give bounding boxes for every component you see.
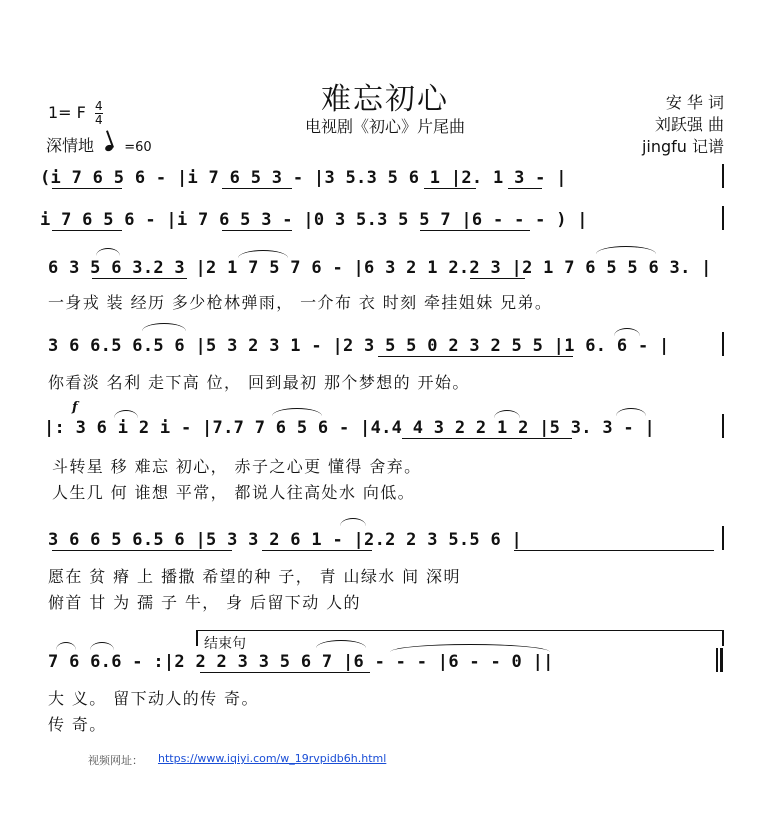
composer-credit: 刘跃强 曲 (654, 115, 724, 134)
beam (514, 550, 714, 551)
time-bottom: 4 (94, 113, 103, 127)
song-title: 难忘初心 (321, 82, 449, 117)
beam (378, 356, 573, 357)
staff-line-4: 3 6 6.5 6.5 6 |5 3 2 3 1 - |2 3 5 5 0 2 3 2 5 5 |1 6. 6 - | (48, 336, 670, 356)
final-barline (716, 648, 718, 672)
ending-bracket-edge (722, 630, 724, 646)
beam (424, 188, 476, 189)
tempo-value: =60 (124, 140, 152, 155)
triplet-slur (238, 250, 288, 258)
beam (52, 550, 232, 551)
slur (616, 408, 646, 416)
slur (96, 248, 120, 256)
beam (508, 188, 542, 189)
barline (722, 206, 724, 230)
tie (390, 644, 550, 652)
beam (262, 550, 372, 551)
lyric-line-5a: 斗转星 移 难忘 初心， 赤子之心更 懂得 舍弃。 (52, 457, 422, 476)
time-signature (95, 100, 103, 127)
ending-bracket-edge (196, 630, 198, 646)
slur (90, 642, 114, 650)
beam (52, 188, 122, 189)
slur (316, 640, 366, 648)
slur (142, 323, 186, 331)
key-signature (48, 100, 103, 127)
beam (52, 230, 122, 231)
staff-line-1: (i 7 6 5 6 - |i 7 6 5 3 - |3 5.3 5 6 1 |2. 1 3 - | (40, 168, 567, 188)
staff-line-5: |: 3 6 i 2 i - |7.7 7 6 5 6 - |4.4 4 3 2 2 1 2 |5 3. 3 - | (44, 418, 656, 438)
lyric-line-3: 一身戎 装 经历 多少枪林弹雨， 一介布 衣 时刻 牵挂姐妹 兄弟。 (48, 293, 553, 312)
ending-bracket (196, 630, 722, 631)
beam (222, 188, 292, 189)
slur (114, 410, 138, 418)
triplet-slur (596, 246, 656, 254)
video-url-label: 视频网址： (88, 754, 143, 767)
beam (420, 230, 530, 231)
barline (722, 526, 724, 550)
lyric-line-6a: 愿在 贫 瘠 上 播撒 希望的种 子， 青 山绿水 间 深明 (48, 567, 461, 586)
lyric-line-5b: 人生几 何 谁想 平常， 都说人往高处水 向低。 (52, 483, 416, 502)
beam (470, 278, 525, 279)
slur (340, 518, 366, 526)
beam (402, 438, 572, 439)
staff-line-6: 3 6 6 5 6.5 6 |5 3 3 2 6 1 - |2.2 2 3 5.5 6 | (48, 530, 523, 550)
transcriber-credit: jingfu 记谱 (641, 137, 724, 156)
barline (722, 414, 724, 438)
lyric-line-6b: 俯首 甘 为 孺 子 牛， 身 后留下动 人的 (48, 593, 361, 612)
lyricist-credit: 安 华 词 (665, 93, 724, 112)
barline (722, 332, 724, 356)
staff-line-2: i 7 6 5 6 - |i 7 6 5 3 - |0 3 5.3 5 5 7 |6 - - - ) | (40, 210, 588, 230)
dynamic-forte: f (72, 400, 78, 415)
song-subtitle: 电视剧《初心》片尾曲 (304, 117, 465, 136)
expression-text: 深情地 (46, 136, 95, 155)
slur (272, 408, 322, 416)
ending-label: 结束句 (204, 636, 246, 652)
video-url-link[interactable]: https://www.iqiyi.com/w_19rvpidb6h.html (158, 752, 387, 765)
beam (222, 230, 292, 231)
lyric-line-7b: 传 奇。 (48, 715, 107, 734)
time-top: 4 (94, 99, 103, 113)
slur (494, 410, 520, 418)
slur (56, 642, 76, 650)
quarter-note-icon (104, 144, 114, 152)
lyric-line-4: 你看淡 名利 走下高 位， 回到最初 那个梦想的 开始。 (48, 373, 470, 392)
slur (614, 328, 640, 336)
staff-line-3: 6 3 5 6 3.2 3 |2 1 7 5 7 6 - |6 3 2 1 2.2 3 |2 1 7 6 5 5 6 3. | (48, 258, 712, 278)
key-label: 1= F (48, 103, 86, 122)
barline (722, 164, 724, 188)
lyric-line-7a: 大 义。 留下动人的传 奇。 (48, 689, 259, 708)
beam (92, 278, 187, 279)
staff-line-7: 7 6 6.6 - :|2 2 2 3 3 5 6 7 |6 - - - |6 - - 0 || (48, 652, 554, 672)
beam (200, 672, 370, 673)
tempo-marking (46, 133, 152, 156)
final-barline-thick (720, 648, 723, 672)
